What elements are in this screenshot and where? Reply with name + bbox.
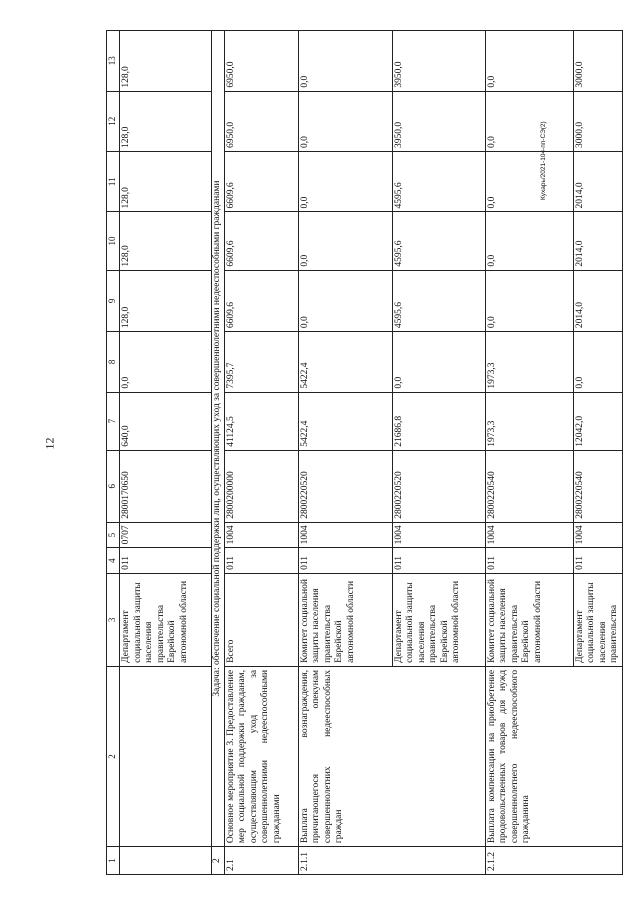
value-cell: 2014,0	[573, 212, 622, 270]
value-cell: 3000,0	[573, 91, 622, 151]
value-cell: 7395,7	[224, 332, 298, 392]
value-cell: 21686,8	[392, 392, 485, 450]
value-cell: 128,0	[120, 270, 212, 332]
task-row	[212, 31, 225, 875]
column-number-row	[107, 31, 120, 875]
task-number: 2	[212, 847, 225, 875]
column-number: 13	[107, 31, 120, 92]
value-cell: 0,0	[485, 212, 573, 270]
row-title: Основное мероприятие 3. Предоставление мер социальной поддержки гражданам, осуществляющим уход за совершеннолетними недееспособными гражданами	[224, 666, 298, 846]
csr-code: 2800170650	[120, 450, 212, 522]
executor: Департамент социальной защиты населения правительства Еврейской автономной области	[392, 573, 485, 666]
value-cell: 0,0	[298, 91, 392, 151]
column-number: 1	[107, 847, 120, 875]
value-cell: 0,0	[120, 332, 212, 392]
value-cell: 4595,6	[392, 212, 485, 270]
csr-code: 2800220520	[298, 450, 392, 522]
row-number	[120, 847, 212, 875]
value-cell: 4595,6	[392, 152, 485, 212]
grbs-code: 011	[485, 548, 573, 574]
rotated-page-area	[106, 30, 619, 875]
value-cell: 2014,0	[573, 152, 622, 212]
executor: Комитет социальной защиты населения правительства Еврейской автономной области	[298, 573, 392, 666]
value-cell: 4595,6	[392, 270, 485, 332]
value-cell: 2014,0	[573, 270, 622, 332]
column-number: 4	[107, 548, 120, 574]
value-cell: 0,0	[298, 152, 392, 212]
executor: Комитет социальной защиты населения правительства Еврейской автономной области	[485, 573, 573, 666]
table-row	[224, 31, 298, 875]
value-cell: 640,0	[120, 392, 212, 450]
row-number: 2.1.2	[485, 847, 622, 875]
value-cell: 0,0	[485, 152, 573, 212]
value-cell: 6609,6	[224, 270, 298, 332]
column-number: 9	[107, 270, 120, 332]
row-number: 2.1	[224, 847, 298, 875]
column-number: 11	[107, 152, 120, 212]
row-title	[120, 666, 212, 846]
value-cell: 1973,3	[485, 332, 573, 392]
column-number: 3	[107, 573, 120, 666]
value-cell: 0,0	[298, 31, 392, 92]
table-row	[298, 31, 392, 875]
table-row-top	[120, 31, 212, 875]
value-cell: 128,0	[120, 31, 212, 92]
grbs-code: 011	[298, 548, 392, 574]
executor: Департамент социальной защиты населения правительства Еврейской автономной области	[120, 573, 212, 666]
value-cell: 0,0	[573, 332, 622, 392]
row-title: Выплата компенсации на приобретение продовольственных товаров для нужд совершеннолетнего недееспособного гражданина	[485, 666, 622, 846]
grbs-code: 011	[224, 548, 298, 574]
value-cell: 5422,4	[298, 332, 392, 392]
value-cell: 128,0	[120, 152, 212, 212]
value-cell: 6950,0	[224, 31, 298, 92]
grbs-code: 011	[573, 548, 622, 574]
executor: Департамент социальной защиты населения правительства	[573, 573, 622, 666]
value-cell: 128,0	[120, 212, 212, 270]
column-number: 2	[107, 666, 120, 846]
rzpr-code: 1004	[298, 522, 392, 548]
column-number: 6	[107, 450, 120, 522]
rzpr-code: 1004	[485, 522, 573, 548]
value-cell: 0,0	[485, 270, 573, 332]
grbs-code: 011	[392, 548, 485, 574]
rzpr-code: 1004	[573, 522, 622, 548]
footer-code: Кухарь/2021-104-пп-СЭ(2)	[540, 121, 547, 200]
value-cell: 0,0	[298, 212, 392, 270]
column-number: 12	[107, 91, 120, 151]
value-cell: 0,0	[298, 270, 392, 332]
csr-code: 2800200000	[224, 450, 298, 522]
column-number: 5	[107, 522, 120, 548]
value-cell: 41124,5	[224, 392, 298, 450]
row-number: 2.1.1	[298, 847, 485, 875]
value-cell: 6609,6	[224, 152, 298, 212]
value-cell: 128,0	[120, 91, 212, 151]
csr-code: 2800220520	[392, 450, 485, 522]
csr-code: 2800220540	[573, 450, 622, 522]
value-cell: 6609,6	[224, 212, 298, 270]
value-cell: 12042,0	[573, 392, 622, 450]
column-number: 10	[107, 212, 120, 270]
value-cell: 0,0	[485, 91, 573, 151]
value-cell: 3950,0	[392, 91, 485, 151]
page-number: 12	[42, 437, 57, 450]
table-row	[485, 31, 573, 875]
program-table	[106, 30, 623, 875]
value-cell: 6950,0	[224, 91, 298, 151]
row-title: Выплата вознаграждения, причитающегося опекунам совершеннолетних недееспособных граждан	[298, 666, 485, 846]
value-cell: 3950,0	[392, 31, 485, 92]
column-number: 7	[107, 392, 120, 450]
rzpr-code: 1004	[224, 522, 298, 548]
value-cell: 1973,3	[485, 392, 573, 450]
column-number: 8	[107, 332, 120, 392]
value-cell: 5422,4	[298, 392, 392, 450]
grbs-code: 011	[120, 548, 212, 574]
value-cell: 0,0	[485, 31, 573, 92]
csr-code: 2800220540	[485, 450, 573, 522]
value-cell: 3000,0	[573, 31, 622, 92]
executor: Всего	[224, 573, 298, 666]
task-text: Задача: обеспечение социальной поддержки лиц, осуществляющих уход за совершеннолетними недееспособными гражданами	[212, 31, 225, 847]
table-wrapper	[106, 30, 619, 875]
rzpr-code: 0707	[120, 522, 212, 548]
value-cell: 0,0	[392, 332, 485, 392]
rzpr-code: 1004	[392, 522, 485, 548]
